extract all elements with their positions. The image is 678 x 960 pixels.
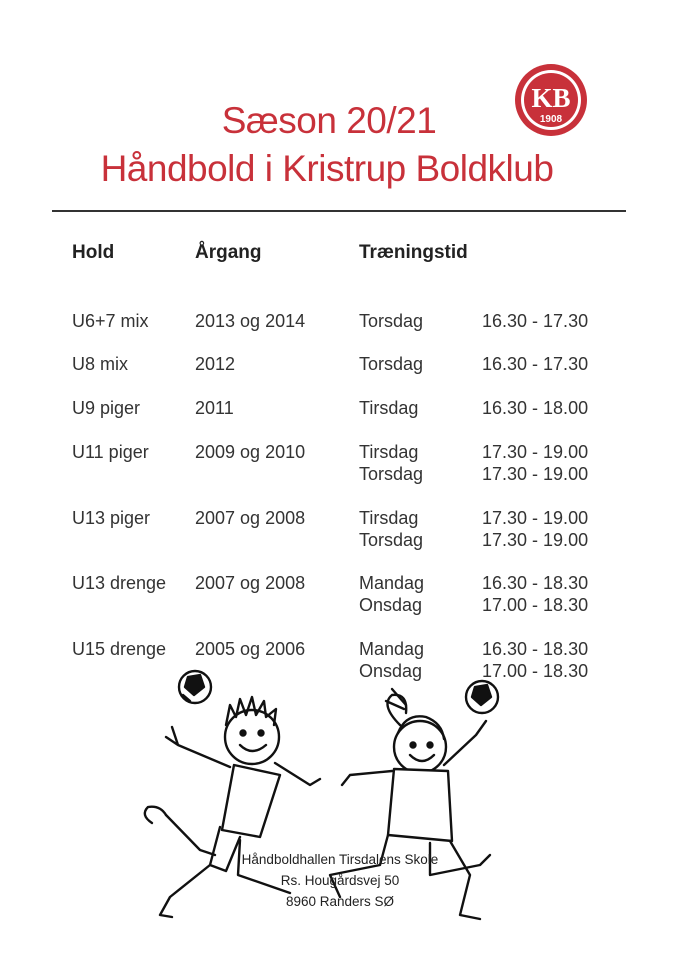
session-day: Onsdag bbox=[359, 661, 423, 681]
session-day: Mandag bbox=[359, 573, 425, 593]
session-time: 17.00 - 18.30 bbox=[482, 595, 589, 615]
row-aargang: 2013 og 2014 bbox=[195, 311, 306, 331]
row-hold: U15 drenge bbox=[72, 639, 167, 659]
row-hold: U13 piger bbox=[72, 508, 151, 528]
session-time: 16.30 - 18.00 bbox=[482, 398, 589, 418]
session-day: Tirsdag bbox=[359, 398, 419, 418]
column-header-traeningstid: Træningstid bbox=[359, 242, 468, 263]
session-time: 16.30 - 17.30 bbox=[482, 311, 589, 331]
row-aargang: 2012 bbox=[195, 354, 236, 374]
logo-year: 1908 bbox=[539, 114, 563, 125]
page-title-club: Håndbold i Kristrup Boldklub bbox=[100, 148, 554, 189]
session-day: Tirsdag bbox=[359, 442, 419, 462]
ball-icon bbox=[466, 681, 498, 713]
page-title-season: Sæson 20/21 bbox=[221, 100, 437, 141]
address-venue: Håndboldhallen Tirsdalens Skole bbox=[241, 852, 439, 867]
logo-initials: KB bbox=[531, 83, 571, 113]
session-time: 16.30 - 18.30 bbox=[482, 573, 589, 593]
session-time: 17.30 - 19.00 bbox=[482, 530, 589, 550]
session-day: Torsdag bbox=[359, 530, 424, 550]
ball-icon bbox=[179, 671, 211, 703]
row-hold: U11 piger bbox=[72, 442, 149, 462]
address-city: 8960 Randers SØ bbox=[285, 894, 395, 909]
row-hold: U6+7 mix bbox=[72, 311, 149, 331]
session-time: 17.00 - 18.30 bbox=[482, 661, 589, 681]
header-divider bbox=[52, 210, 626, 212]
column-header-hold: Hold bbox=[72, 242, 115, 263]
column-header-aargang: Årgang bbox=[195, 242, 262, 263]
session-day: Torsdag bbox=[359, 354, 424, 374]
row-hold: U13 drenge bbox=[72, 573, 167, 593]
row-aargang: 2011 bbox=[195, 398, 234, 418]
session-time: 17.30 - 19.00 bbox=[482, 442, 589, 462]
row-aargang: 2007 og 2008 bbox=[195, 573, 306, 593]
address-street: Rs. Hougårdsvej 50 bbox=[280, 873, 400, 888]
session-day: Torsdag bbox=[359, 311, 424, 331]
session-day: Onsdag bbox=[359, 595, 423, 615]
session-day: Torsdag bbox=[359, 464, 424, 484]
session-time: 17.30 - 19.00 bbox=[482, 464, 589, 484]
row-aargang: 2007 og 2008 bbox=[195, 508, 306, 528]
session-time: 16.30 - 18.30 bbox=[482, 639, 589, 659]
row-aargang: 2009 og 2010 bbox=[195, 442, 306, 462]
session-time: 17.30 - 19.00 bbox=[482, 508, 589, 528]
club-logo bbox=[513, 62, 589, 138]
row-aargang: 2005 og 2006 bbox=[195, 639, 306, 659]
session-day: Mandag bbox=[359, 639, 425, 659]
row-hold: U9 piger bbox=[72, 398, 141, 418]
session-day: Tirsdag bbox=[359, 508, 419, 528]
session-time: 16.30 - 17.30 bbox=[482, 354, 589, 374]
row-hold: U8 mix bbox=[72, 354, 129, 374]
